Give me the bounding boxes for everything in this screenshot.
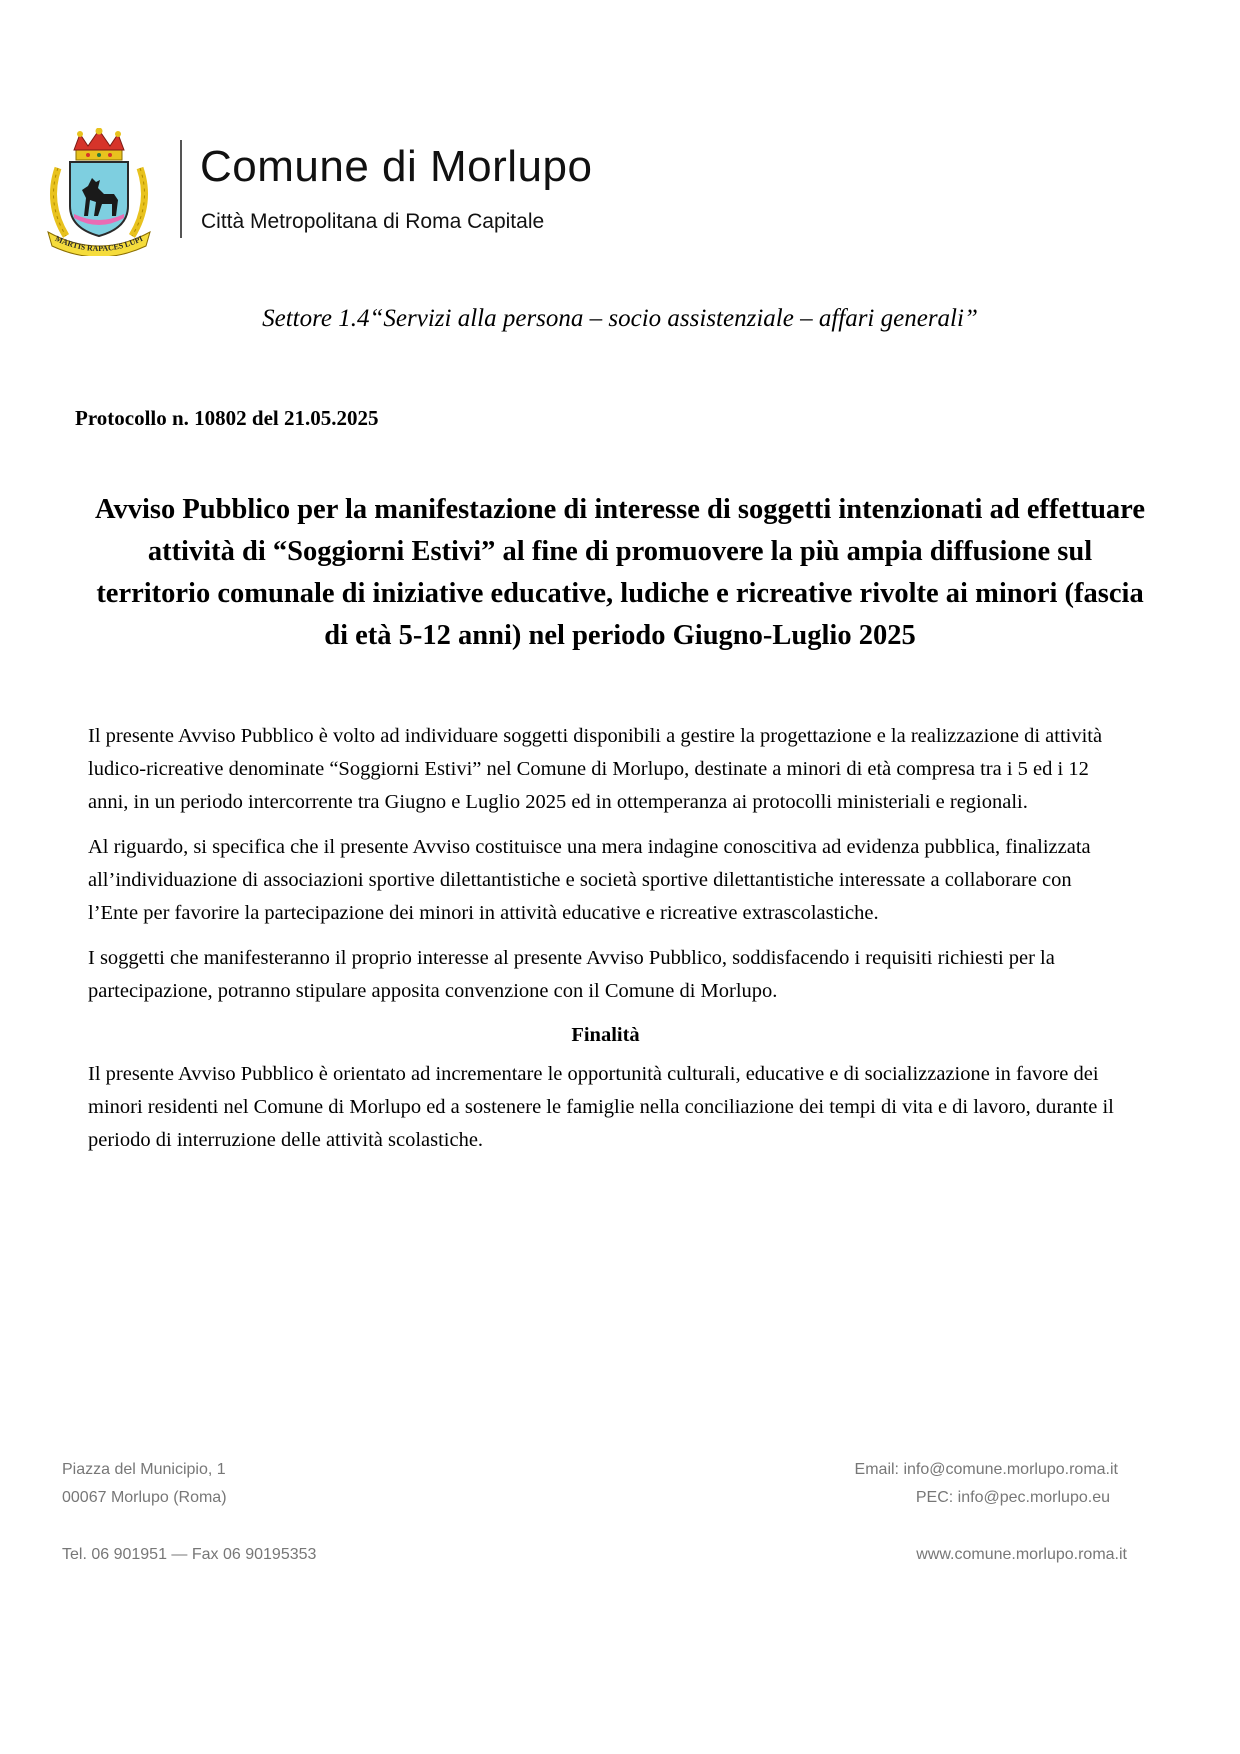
motto-text: MARTIS RAPACES LUPI bbox=[53, 233, 145, 254]
crown-icon bbox=[74, 128, 124, 160]
notice-title: Avviso Pubblico per la manifestazione di interesse di soggetti intenzionati ad effettuare attività di “Soggiorni Estivi” al fine di promuovere la più ampia diffusione sul territorio comunale di iniziative educative, ludiche e ricreative rivolte ai minori (fascia di età 5-12 anni) nel periodo Giugno-Luglio 2025 bbox=[95, 494, 1145, 651]
footer-address-line2: 00067 Morlupo (Roma) bbox=[62, 1489, 227, 1506]
comune-name: Comune di Morlupo bbox=[200, 142, 593, 191]
finalita-paragraph: Il presente Avviso Pubblico è orientato ad incrementare le opportunità culturali, educative e di socializzazione in favore dei minori residenti nel Comune di Morlupo ed a sostenere le famiglie nella conciliazione dei tempi di vita e di lavoro, durante il periodo di interruzione delle attività scolastiche. bbox=[88, 1063, 1114, 1151]
protocol-number: Protocollo n. 10802 del 21.05.2025 bbox=[75, 406, 379, 430]
footer-email: Email: info@comune.morlupo.roma.it bbox=[854, 1461, 1118, 1478]
notice-body bbox=[88, 720, 1123, 1169]
settore-line: Settore 1.4“Servizi alla persona – socio assistenziale – affari generali” bbox=[262, 305, 978, 332]
body-paragraph: I soggetti che manifesteranno il proprio interesse al presente Avviso Pubblico, soddisfacendo i requisiti richiesti per la partecipazione, potranno stipulare apposita convenzione con il Comune di Morlupo. bbox=[88, 947, 1055, 1002]
footer-website: www.comune.morlupo.roma.it bbox=[916, 1546, 1127, 1563]
body-paragraph: Il presente Avviso Pubblico è volto ad individuare soggetti disponibili a gestire la progettazione e la realizzazione di attività ludico-ricreative denominate “Soggiorni Estivi” nel Comune di Morlupo, destinate a minori di età compresa tra i 5 ed i 12 anni, in un periodo intercorrente tra Giugno e Luglio 2025 ed in ottemperanza ai protocolli ministeriali e regionali. bbox=[88, 725, 1103, 813]
footer-address-line1: Piazza del Municipio, 1 bbox=[62, 1461, 226, 1478]
header-divider bbox=[180, 140, 182, 238]
coat-of-arms-logo bbox=[40, 128, 158, 256]
section-heading-finalita: Finalità bbox=[571, 1024, 640, 1046]
footer-phone: Tel. 06 901951 — Fax 06 90195353 bbox=[62, 1546, 317, 1563]
body-paragraph: Al riguardo, si specifica che il presente Avviso costituisce una mera indagine conoscitiva ad evidenza pubblica, finalizzata all’individuazione di associazioni sportive dilettantistiche e società sportive dilettantistiche interessate a collaborare con l’Ente per favorire la partecipazione dei minori in attività educative e ricreative extrascolastiche. bbox=[88, 836, 1091, 924]
footer-pec: PEC: info@pec.morlupo.eu bbox=[915, 1489, 1110, 1506]
comune-subtitle: Città Metropolitana di Roma Capitale bbox=[201, 210, 545, 233]
